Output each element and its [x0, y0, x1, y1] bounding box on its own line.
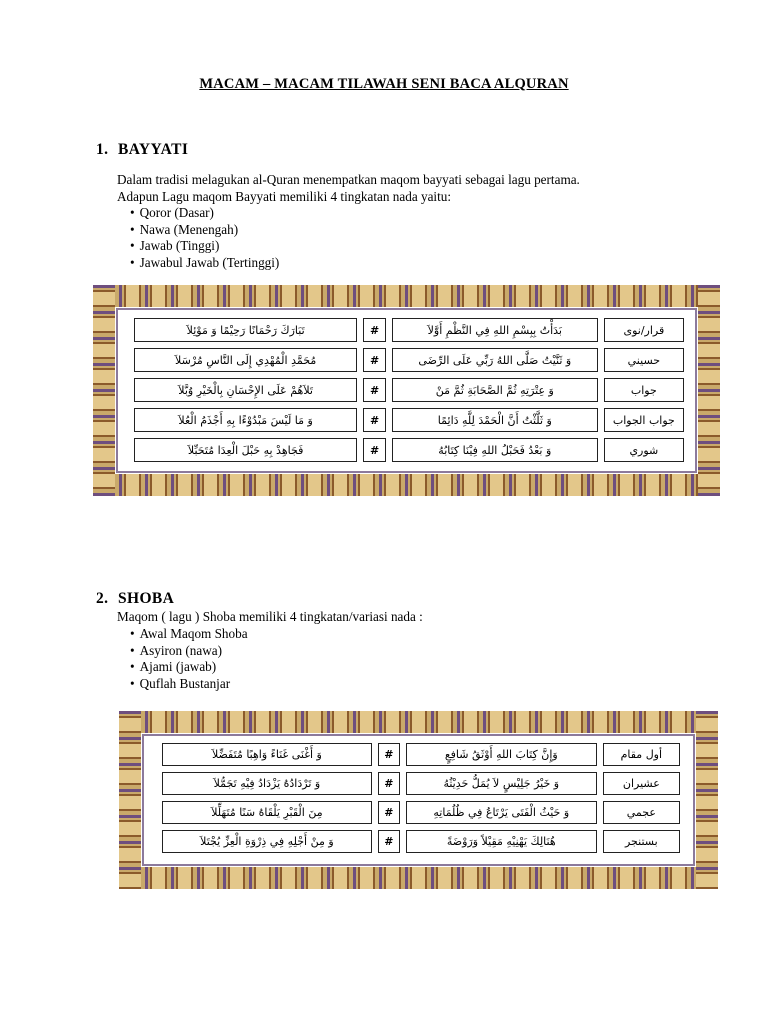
list-item: • Jawab (Tinggi): [130, 238, 279, 255]
verse-second: وَ أَغْنَى غَنَاءً وَاهِبًا مُتَفَضِّلاَ: [162, 743, 372, 766]
table-row: [162, 743, 680, 766]
separator: #: [378, 830, 400, 853]
separator: #: [363, 348, 386, 372]
verse-second: تَبَارَكَ رَحْمَانًا رَحِيْمًا وَ مَوْئِلاَ: [134, 318, 357, 342]
verse-first: وَ ثَنَّيْتُ صَلَّى اللهُ رَبِّي عَلَى الرِّضَى: [392, 348, 598, 372]
verse-first: وَ ثَلَّثْتُ أَنَّ الْحَمْدَ لِلَّهِ دَائِمًا: [392, 408, 598, 432]
list-item: • Nawa (Menengah): [130, 222, 279, 239]
separator: #: [363, 378, 386, 402]
list-item: • Jawabul Jawab (Tertinggi): [130, 255, 279, 272]
table-row: [162, 830, 680, 853]
paragraph-line: Adapun Lagu maqom Bayyati memiliki 4 tingkatan nada yaitu:: [117, 188, 452, 204]
level-label: جواب الجواب: [604, 408, 684, 432]
separator: #: [363, 408, 386, 432]
level-label: حسيني: [604, 348, 684, 372]
verse-first: وَ بَعْدُ فَحَبْلُ اللهِ فِيْنَا كِتَابُهُ: [392, 438, 598, 462]
verse-first: وَ عِتْرَتِهِ ثُمَّ الصَّحَابَةِ ثُمَّ مَنْ: [392, 378, 598, 402]
table-row: [162, 801, 680, 824]
section-paragraph: [117, 172, 580, 205]
verse-second: وَ تَرْدَادُهُ يَزْدَادُ فِيْهِ تَجَمُّلاَ: [162, 772, 372, 795]
section-paragraph: [117, 609, 423, 626]
level-label: عجمي: [603, 801, 680, 824]
maqom-table-shoba: [156, 737, 686, 859]
section-number: 2.: [96, 590, 109, 607]
table-row: [162, 772, 680, 795]
section-number: 1.: [96, 141, 109, 158]
table-row: [134, 378, 684, 402]
separator: #: [378, 801, 400, 824]
level-label: شوري: [604, 438, 684, 462]
table-row: [134, 438, 684, 462]
verse-first: هُنَالِكَ يَهْنِيْهِ مَقِيْلاً وَرَوْضَةً: [406, 830, 597, 853]
verse-first: بَدَأْتُ بِبِسْمِ اللهِ فِي النَّظْمِ أَوَّلاَ: [392, 318, 598, 342]
list-item: • Asyiron (nawa): [130, 643, 248, 660]
separator: #: [363, 438, 386, 462]
verse-second: تَلاَهُمْ عَلَى الإِحْسَانِ بِالْخَيْرِ وُبَّلاَ: [134, 378, 357, 402]
level-label: قرار/نوى: [604, 318, 684, 342]
paragraph-line: Dalam tradisi melagukan al-Quran menempatkan maqom bayyati sebagai lagu pertama.: [117, 172, 580, 187]
verse-second: وَ مَا لَيْسَ مَبْدُوْءًا بِهِ أَجْذَمُ الْعُلاَ: [134, 408, 357, 432]
level-label: أول مقام: [603, 743, 680, 766]
table-row: [134, 318, 684, 342]
section-heading-shoba: [96, 590, 174, 608]
level-list: [130, 626, 248, 692]
verse-first: وَإِنَّ كِتَابَ اللهِ أَوْثَقُ شَافِعٍ: [406, 743, 597, 766]
section-heading-bayyati: [96, 141, 188, 159]
separator: #: [363, 318, 386, 342]
verse-second: مِنَ الْقَبْرِ يَلْقَاهُ سَنًا مُتَهَلِّلاَ: [162, 801, 372, 824]
level-label: بستنجر: [603, 830, 680, 853]
verse-second: فَجَاهِدْ بِهِ حَبْلَ الْعِدَا مُتَحَبِّلاَ: [134, 438, 357, 462]
table-row: [134, 408, 684, 432]
level-label: عشيران: [603, 772, 680, 795]
list-item: • Ajami (jawab): [130, 659, 248, 676]
paragraph-line: Maqom ( lagu ) Shoba memiliki 4 tingkatan/variasi nada :: [117, 609, 423, 624]
section-title: BAYYATI: [118, 141, 189, 158]
level-list: [130, 205, 279, 271]
document-title: MACAM – MACAM TILAWAH SENI BACA ALQURAN: [199, 76, 569, 92]
separator: #: [378, 743, 400, 766]
verse-second: وَ مِنْ أَجْلِهِ فِي ذِرْوَةِ الْعِزِّ يُجْتَلاَ: [162, 830, 372, 853]
maqom-table-bayyati: [128, 312, 690, 468]
section-title: SHOBA: [118, 590, 175, 607]
verse-second: مُحَمَّدِ الْمُهْدِي إِلَى النَّاسِ مُرْسَلاَ: [134, 348, 357, 372]
verse-first: وَ خَيْرُ جَلِيْسٍ لاَ يُمَلُّ حَدِيْثُهُ: [406, 772, 597, 795]
table-row: [134, 348, 684, 372]
separator: #: [378, 772, 400, 795]
list-item: • Quflah Bustanjar: [130, 676, 248, 693]
list-item: • Qoror (Dasar): [130, 205, 279, 222]
level-label: جواب: [604, 378, 684, 402]
list-item: • Awal Maqom Shoba: [130, 626, 248, 643]
verse-first: وَ حَيْثُ الْفَتَى يَرْتَاعُ فِي ظُلُمَاتِهِ: [406, 801, 597, 824]
